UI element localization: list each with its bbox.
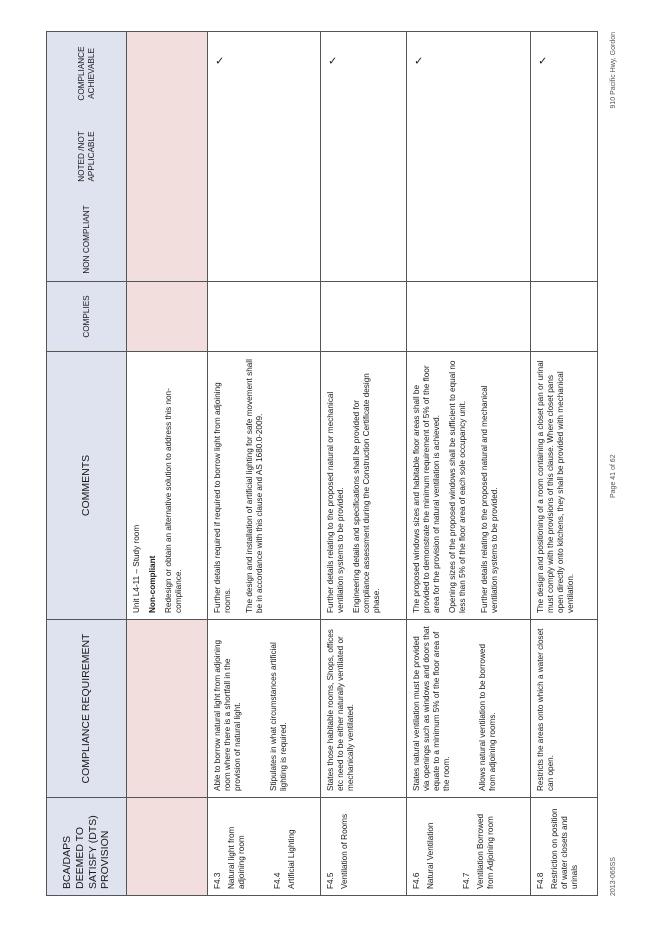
- requirement-text: Stipulates in what circumstances artificial lighting is required.: [269, 642, 289, 791]
- provision-ref: F4.7: [461, 872, 471, 889]
- provision-cell: [406, 798, 530, 896]
- pink-action: Redesign or obtain an alternative solution to address this non-compliance.: [164, 388, 183, 613]
- provision-title: Natural Ventilation: [425, 822, 435, 889]
- pink-status: Non-compliant: [148, 555, 157, 613]
- provision-title: Restriction on position of water closets and urinals: [549, 808, 579, 889]
- pink-cell-status: [127, 32, 208, 282]
- complies-cell: [320, 282, 406, 352]
- provision-ref: F4.3: [213, 872, 223, 889]
- status-cell: [406, 32, 530, 282]
- provision-title: Artificial Lighting: [287, 829, 297, 889]
- provision-ref: F4.4: [273, 872, 283, 889]
- comments-cell: [406, 352, 530, 620]
- footer-left: 2013-065SS: [610, 857, 617, 896]
- comments-cell: [320, 352, 406, 620]
- complies-cell: [406, 282, 530, 352]
- comments-cell: [208, 352, 320, 620]
- pink-row: [127, 32, 208, 896]
- comment-text: The proposed windows sizes and habitable floor areas shall be provided to demonstrate the minimum requirement of 5% of the floor area for the provision of natural ventilation is achieved.: [411, 365, 441, 613]
- requirement-cell: [208, 620, 320, 798]
- provision-cell: [530, 798, 597, 896]
- comment-text: Opening sizes of the proposed windows shall be sufficient to equal no less than 5% of the floor area of each sole occupancy unit.: [447, 360, 467, 613]
- requirement-text: Allows natural ventilation to be borrowed from adjoining rooms.: [477, 643, 497, 791]
- requirement-cell: [320, 620, 406, 798]
- requirement-text: States natural ventilation must be provided via openings such as windows and doors that equate to a minimum 5% of the floor area of the room.: [411, 626, 451, 791]
- provision-ref: F4.6: [411, 872, 421, 889]
- pink-unit: Unit L4-11 – Study room: [132, 524, 141, 613]
- pink-cell-comments: [127, 352, 208, 620]
- requirement-cell: [530, 620, 597, 798]
- requirement-cell: [406, 620, 530, 798]
- comment-text: Further details required if required to borrow light from adjoining rooms.: [213, 382, 233, 613]
- status-cell: [208, 32, 320, 282]
- comment-text: The design and positioning of a room containing a closet pan or urinal must comply with the provisions of this clause. Where closet pans open directly onto kitchens, they shall be provided with mechanical ventilation.: [535, 360, 575, 613]
- header-achievable: COMPLIANCE ACHIEVABLE: [76, 46, 96, 101]
- status-cell: [320, 32, 406, 282]
- comment-text: Further details relating to the proposed natural and mechanical ventilation systems to be provided.: [479, 385, 499, 613]
- footer-right: 910 Pacific Hwy, Gordon: [610, 32, 617, 109]
- table-row: [406, 32, 530, 896]
- header-provision: BCA/DAPS DEEMED TO SATISFY (DTS) PROVISION: [47, 798, 127, 896]
- requirement-text: States those habitable rooms, Shops, offices etc need to be either naturally ventilated or mechanically ventilated.: [325, 629, 355, 791]
- footer-center: Page 41 of 62: [610, 454, 617, 498]
- provision-title: Natural light from adjoining room: [227, 826, 247, 889]
- provision-cell: [320, 798, 406, 896]
- checkmark-icon: ✓: [215, 55, 225, 68]
- provision-cell: [208, 798, 320, 896]
- checkmark-icon: ✓: [327, 55, 337, 68]
- provision-title: Ventilation of Rooms: [339, 813, 349, 889]
- requirement-text: Restricts the areas onto which a water closet can open.: [535, 628, 555, 791]
- pink-cell-provision: [127, 798, 208, 896]
- pink-cell-complies: [127, 282, 208, 352]
- header-non-compliant: NON COMPLIANT: [81, 205, 91, 274]
- status-cell: [530, 32, 597, 282]
- provision-ref: F4.8: [535, 872, 545, 889]
- header-noted: NOTED /NOT APPLICABLE: [76, 131, 96, 182]
- comments-cell: [530, 352, 597, 620]
- table-row: [530, 32, 597, 896]
- header-comments: COMMENTS: [47, 352, 127, 620]
- checkmark-icon: ✓: [537, 55, 547, 68]
- pink-cell-requirement: [127, 620, 208, 798]
- comment-text: Further details relating to the proposed natural or mechanical ventilation systems to be provided.: [325, 391, 345, 613]
- requirement-text: Able to borrow natural light from adjoining room where there is a shortfall in the provision of natural light.: [213, 639, 243, 791]
- header-row: [47, 32, 127, 896]
- table-row: [320, 32, 406, 896]
- compliance-table: [46, 31, 598, 896]
- complies-cell: [208, 282, 320, 352]
- comment-text: The design and installation of artificial lighting for safe movement shall be in accordance with this clause and AS 1680.0-2009.: [245, 359, 265, 613]
- comment-text: Engineering details and specifications shall be provided for compliance assessment during the Construction Certificate design phase.: [351, 373, 381, 613]
- table-row: [208, 32, 320, 896]
- provision-title: Ventilation Borrowed from Adjoining room: [475, 813, 495, 889]
- header-complies: COMPLIES: [47, 282, 127, 352]
- header-status-cluster: [47, 32, 127, 282]
- provision-ref: F4.5: [325, 872, 335, 889]
- header-requirement: COMPLIANCE REQUIREMENT: [47, 620, 127, 798]
- complies-cell: [530, 282, 597, 352]
- checkmark-icon: ✓: [413, 55, 424, 68]
